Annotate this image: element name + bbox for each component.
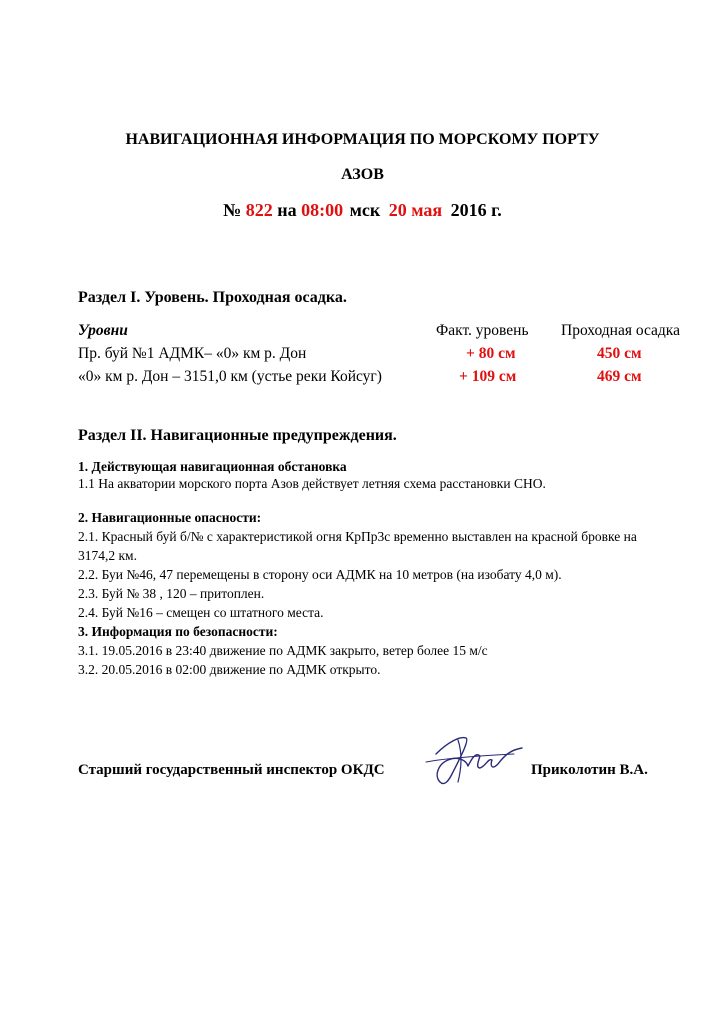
subsection3-item: 3.2. 20.05.2016 в 02:00 движение по АДМК открыто.	[78, 662, 381, 677]
subsection2-item: 2.2. Буи №46, 47 перемещены в сторону оси АДМК на 10 метров (на изобату 4,0 м).	[78, 567, 562, 582]
signatory-position: Старший государственный инспектор ОКДС	[78, 762, 385, 778]
column-draft: Проходная осадка	[561, 322, 680, 339]
port-name: АЗОВ	[341, 166, 384, 183]
level-row-2-draft: 469 см	[597, 368, 642, 385]
subsection2-item: 2.4. Буй №16 – смещен со штатного места.	[78, 605, 324, 620]
subsection2-item: 2.1. Красный буй б/№ с характеристикой огня КрПр3с временно выставлен на красной бровке на	[78, 529, 637, 544]
subsection2-title: 2. Навигационные опасности:	[78, 510, 262, 525]
level-row-2-name: «0» км р. Дон – 3151,0 км (устье реки Койсуг)	[78, 368, 382, 385]
timezone: мск	[349, 200, 381, 220]
column-levels: Уровни	[78, 322, 128, 339]
level-row-1-draft: 450 см	[597, 345, 642, 362]
issue-year: 2016 г.	[450, 200, 502, 220]
subsection3-item: 3.1. 19.05.2016 в 23:40 движение по АДМК закрыто, ветер более 15 м/с	[78, 643, 488, 658]
handwritten-signature	[418, 722, 530, 792]
subsection2-item: 2.3. Буй № 38 , 120 – притоплен.	[78, 586, 265, 601]
level-row-1-name: Пр. буй №1 АДМК– «0» км р. Дон	[78, 345, 307, 362]
subsection3-title: 3. Информация по безопасности:	[78, 624, 278, 639]
issue-line	[0, 200, 725, 221]
issue-time: 08:00	[301, 200, 344, 220]
column-fact-level: Факт. уровень	[436, 322, 529, 339]
section1-title: Раздел I. Уровень. Проходная осадка.	[78, 289, 347, 306]
level-row-1-level: + 80 см	[466, 345, 516, 362]
document-title: НАВИГАЦИОННАЯ ИНФОРМАЦИЯ ПО МОРСКОМУ ПОРТУ	[125, 131, 600, 148]
section2-title: Раздел II. Навигационные предупреждения.	[78, 427, 397, 444]
signatory-name: Приколотин В.А.	[531, 762, 648, 778]
on-label: на	[277, 200, 297, 220]
subsection2-item: 3174,2 км.	[78, 548, 137, 563]
issue-number: 822	[245, 200, 273, 220]
subsection1-title: 1. Действующая навигационная обстановка	[78, 459, 347, 474]
subsection1-item: 1.1 На акватории морского порта Азов действует летняя схема расстановки СНО.	[78, 476, 546, 491]
level-row-2-level: + 109 см	[459, 368, 517, 385]
number-prefix: №	[223, 200, 242, 220]
issue-date: 20 мая	[388, 200, 443, 220]
